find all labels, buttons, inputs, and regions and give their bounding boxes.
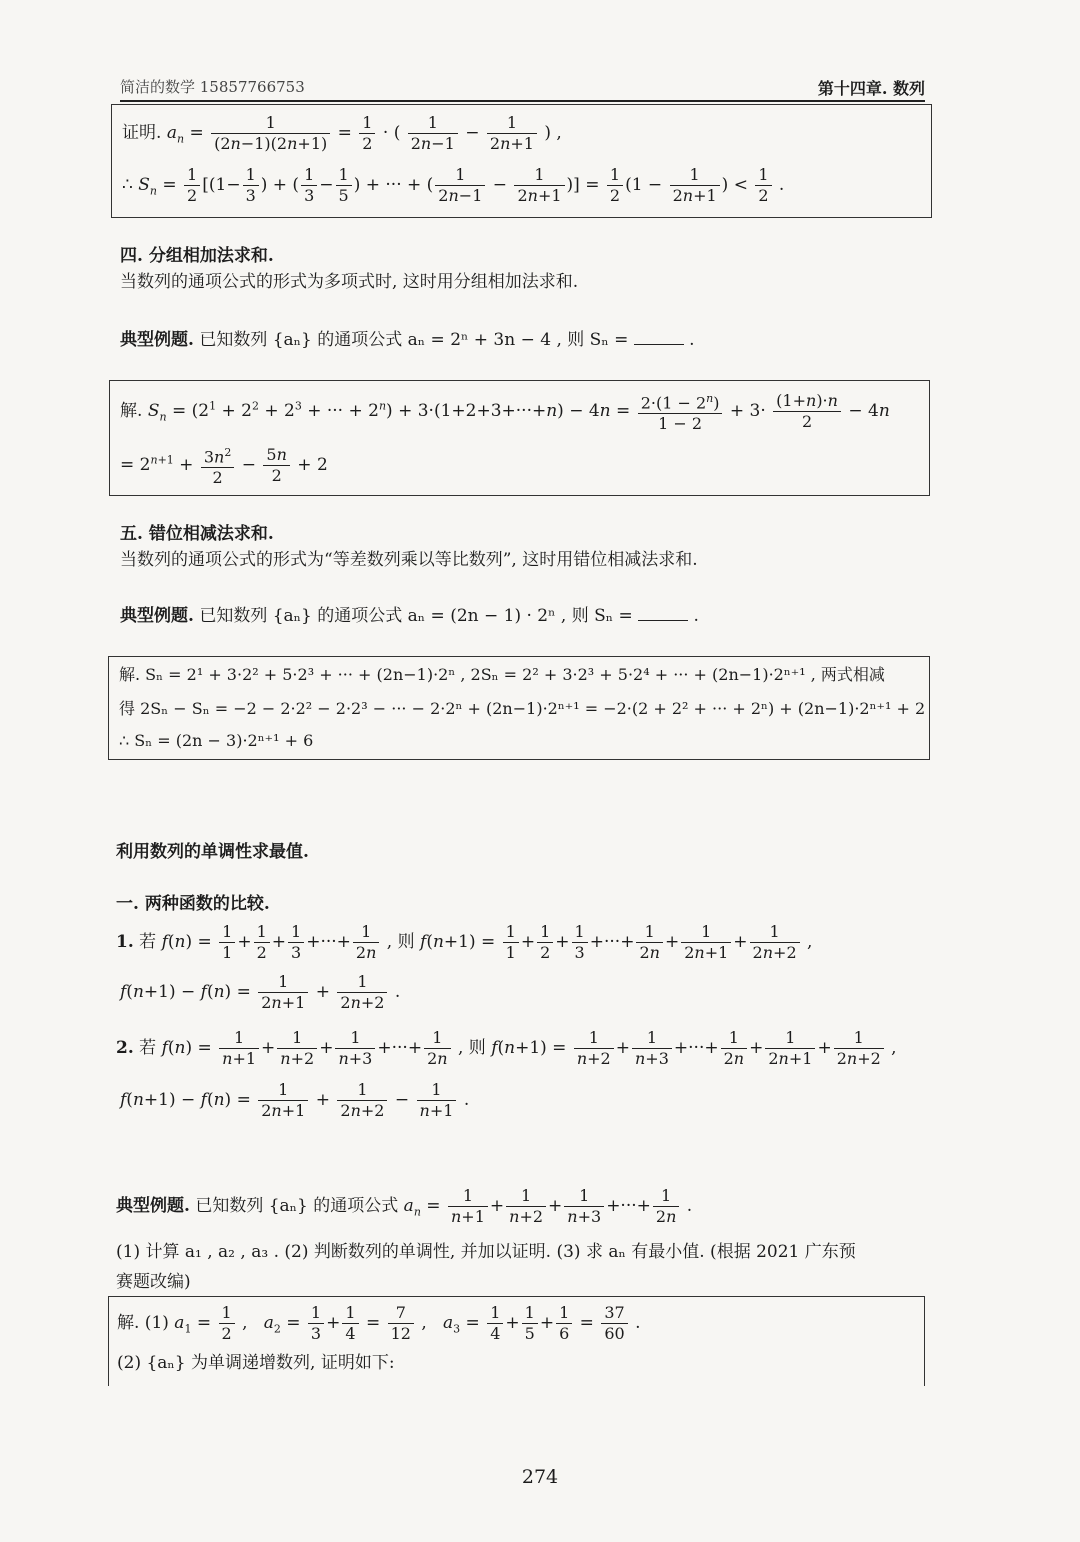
mono-sub1: 一. 两种函数的比较. (116, 894, 270, 914)
sec4-example-label: 典型例题. (120, 330, 194, 350)
answer-blank (638, 606, 688, 621)
sec4-desc: 当数列的通项公式的形式为多项式时, 这时用分组相加法求和. (120, 272, 579, 292)
example3-solution-box (108, 1296, 925, 1386)
sec5-sol-line-3: ∴ Sₙ = (2n − 3)·2ⁿ⁺¹ + 6 (119, 731, 314, 750)
sec5-desc: 当数列的通项公式的形式为“等差数列乘以等比数列”, 这时用错位相减法求和. (120, 550, 698, 570)
compare-1-line-2: f(n+1) − f(n) = $\frac{1}{2n+1}$ + $\frac{1}{2n+2}$ . (120, 972, 401, 1012)
sec4-solution-box (109, 380, 930, 496)
answer-blank (634, 330, 684, 345)
sec4-title: 四. 分组相加法求和. (120, 246, 274, 266)
compare-2-line-2: f(n+1) − f(n) = $\frac{1}{2n+1}$ + $\frac{1}{2n+2}$ − $\frac{1}{n+1}$ . (120, 1080, 470, 1120)
sec4-sol-line-1: 解. $S_n = (2^1 + 2^2 + 2^3$ + ··· + $2^n) + 3\cdot(1+2+3+\cdot\cdot\cdot+n) - 4n$ = $\frac{2\cdot(1 - 2^n)}{1 - 2}$ + 3· $\frac{(1+n)\cdot n}{2}$ − 4n (120, 389, 890, 434)
sec5-sol-line-2: 得 2Sₙ − Sₙ = −2 − 2·2² − 2·2³ − ··· − 2·2ⁿ + (2n−1)·2ⁿ⁺¹ = −2·(2 + 2² + ··· + 2ⁿ) + (2n−1)·2ⁿ⁺¹ + 2 (119, 699, 926, 718)
sec5-example: 典型例题. 已知数列 {aₙ} 的通项公式 aₙ = (2n − 1) · 2ⁿ , 则 Sₙ = . (120, 606, 699, 626)
compare-2-line-1: 2. 若 f(n) = $\frac{1}{n+1}$ + $\frac{1}{n+2}$ + $\frac{1}{n+3}$ +···+ $\frac{1}{2n}$ , 则 f(n+1) = $\frac{1}{n+2}$ + $\frac{1}{n+3}$ +···+ $\frac{1}{2n}$ + $\frac{1}{2n+1}$ + $\frac{1}{2n+2}$ , (116, 1028, 897, 1068)
sec4-example: 典型例题. 已知数列 {aₙ} 的通项公式 aₙ = 2ⁿ + 3n − 4 , 则 Sₙ = . (120, 330, 695, 350)
example3-questions-1: (1) 计算 a₁ , a₂ , a₃ . (2) 判断数列的单调性, 并加以证明. (3) 求 aₙ 有最小值. (根据 2021 广东预 (116, 1242, 856, 1262)
sec4-example-text: 已知数列 {aₙ} 的通项公式 aₙ = 2ⁿ + 3n − 4 , 则 Sₙ = (199, 330, 629, 350)
header-right: 第十四章. 数列 (817, 79, 925, 98)
sec5-example-label: 典型例题. (120, 606, 194, 626)
header-left: 简洁的数学 15857766753 (120, 78, 305, 96)
example3-statement: 典型例题. 已知数列 {aₙ} 的通项公式 $a_n$ = $\frac{1}{n+1}$ + $\frac{1}{n+2}$ + $\frac{1}{n+3}$ +···+ $\frac{1}{2n}$ . (116, 1186, 693, 1226)
page-number: 274 (521, 1466, 559, 1488)
sec4-sol-line-2: = $2^{n+1}$ + $\frac{3n^2}{2}$ − $\frac{5n}{2}$ + 2 (120, 443, 328, 488)
sec5-sol-line-1: 解. Sₙ = 2¹ + 3·2² + 5·2³ + ··· + (2n−1)·2ⁿ , 2Sₙ = 2² + 3·2³ + 5·2⁴ + ··· + (2n−1)·2ⁿ⁺¹ , 两式相减 (119, 665, 885, 684)
sec5-solution-box (108, 656, 930, 760)
mono-title: 利用数列的单调性求最值. (116, 842, 309, 862)
page-header (120, 76, 925, 102)
example3-intro: 已知数列 {aₙ} 的通项公式 (195, 1196, 399, 1216)
example3-sol-line-2: (2) {aₙ} 为单调递增数列, 证明如下: (117, 1353, 395, 1373)
compare-1-line-1: 1. 若 f(n) = $\frac{1}{1}$ + $\frac{1}{2}$ + $\frac{1}{3}$ +···+ $\frac{1}{2n}$ , 则 f(n+1) = $\frac{1}{1}$ + $\frac{1}{2}$ + $\frac{1}{3}$ +···+ $\frac{1}{2n}$ + $\frac{1}{2n+1}$ + $\frac{1}{2n+2}$ , (116, 922, 813, 962)
proof-line-1: 证明. $a_n$ = $\frac{1}{(2n-1)(2n+1)}$ = $\frac{1}{2}$ · ( $\frac{1}{2n-1}$ − $\frac{1}{2n+1}$ ) , (122, 113, 562, 153)
proof-box (111, 104, 932, 218)
example3-questions-2: 赛题改编) (116, 1272, 191, 1292)
proof-line-2: ∴ $S_n$ = $\frac{1}{2}$ [(1− $\frac{1}{3}$ ) + ( $\frac{1}{3}$ − $\frac{1}{5}$ ) + ··· + ( $\frac{1}{2n-1}$ − $\frac{1}{2n+1}$ )] = $\frac{1}{2}$ (1 − $\frac{1}{2n+1}$ ) < $\frac{1}{2}$ . (122, 165, 785, 205)
example3-sol-line-1: 解. (1) $a_1$ = $\frac{1}{2}$ , $a_2$ = $\frac{1}{3}$ + $\frac{1}{4}$ = $\frac{7}{12}$ , $a_3$ = $\frac{1}{4}$ + $\frac{1}{5}$ + $\frac{1}{6}$ = $\frac{37}{60}$ . (117, 1303, 641, 1343)
example3-label: 典型例题. (116, 1196, 190, 1216)
sec5-title: 五. 错位相减法求和. (120, 524, 274, 544)
sec5-example-text: 已知数列 {aₙ} 的通项公式 aₙ = (2n − 1) · 2ⁿ , 则 Sₙ = (199, 606, 633, 626)
